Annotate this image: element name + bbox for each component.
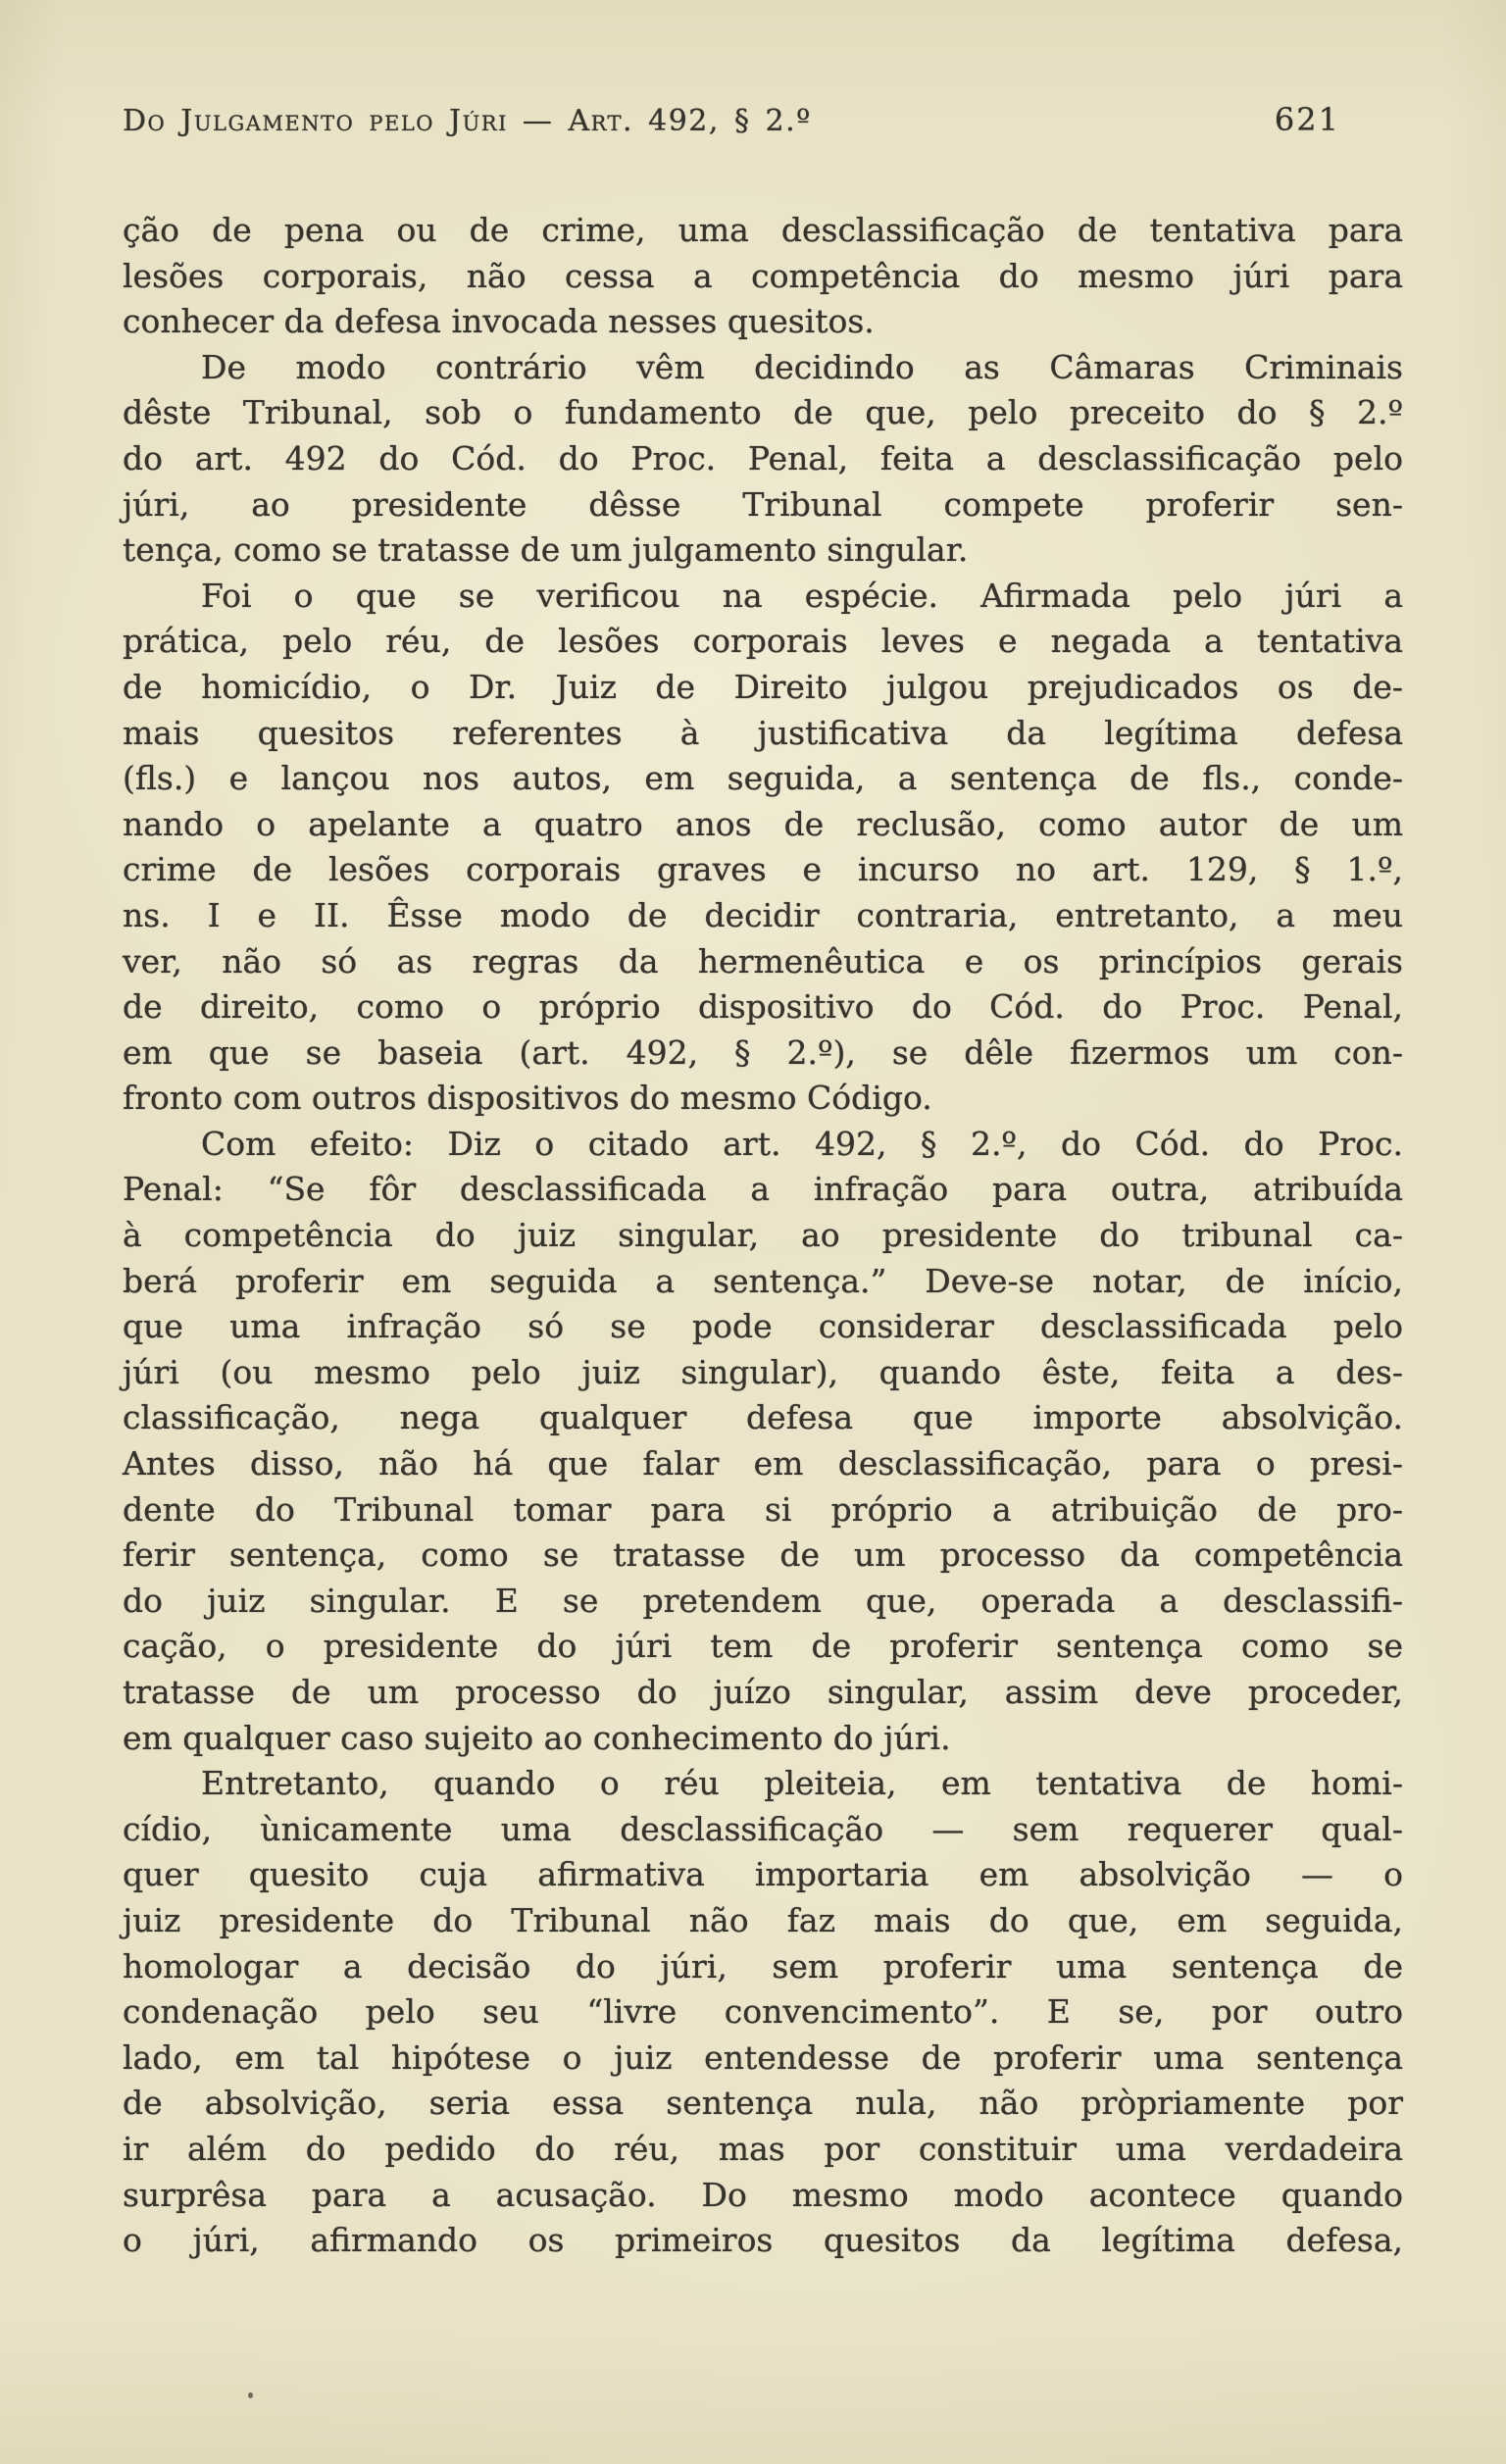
text-line: em qualquer caso sujeito ao conhecimento do júri. bbox=[123, 1718, 951, 1757]
text-line: Foi o que se verificou na espécie. Afirmada pelo júri a bbox=[201, 576, 1403, 615]
text-line: de absolvição, seria essa sentença nula, não pròpriamente por bbox=[123, 2084, 1403, 2123]
text-line: dêste Tribunal, sob o fundamento de que, pelo preceito do § 2.º bbox=[123, 393, 1403, 432]
ink-speck bbox=[248, 2392, 253, 2398]
text-line: homologar a decisão do júri, sem proferir uma sentença de bbox=[123, 1946, 1403, 1986]
text-line: classificação, nega qualquer defesa que importe absolvição. bbox=[123, 1398, 1403, 1437]
text-line: berá proferir em seguida a sentença.” Deve-se notar, de início, bbox=[123, 1261, 1403, 1300]
text-line: tença, como se tratasse de um julgamento singular. bbox=[123, 530, 969, 570]
text-line: do art. 492 do Cód. do Proc. Penal, feita a desclassificação pelo bbox=[123, 438, 1403, 478]
text-line: ver, não só as regras da hermenêutica e os princípios gerais bbox=[123, 941, 1403, 981]
text-line: o júri, afirmando os primeiros quesitos da legítima defesa, bbox=[123, 2221, 1403, 2260]
text-line: Com efeito: Diz o citado art. 492, § 2.º, do Cód. do Proc. bbox=[201, 1124, 1403, 1163]
text-line: (fls.) e lançou nos autos, em seguida, a sentença de fls., conde- bbox=[123, 759, 1403, 798]
text-line: lesões corporais, não cessa a competência do mesmo júri para bbox=[123, 256, 1403, 295]
text-line: lado, em tal hipótese o juiz entendesse de proferir uma sentença bbox=[123, 2037, 1403, 2077]
text-line: tratasse de um processo do juízo singular, assim deve proceder, bbox=[123, 1673, 1403, 1711]
text-line: Antes disso, não há que falar em desclassificação, para o presi- bbox=[123, 1444, 1403, 1483]
text-line: fronto com outros dispositivos do mesmo Código. bbox=[123, 1079, 932, 1118]
text-line: mais quesitos referentes à justificativa da legítima defesa bbox=[123, 713, 1403, 752]
text-line: ção de pena ou de crime, uma desclassificação de tentativa para bbox=[123, 211, 1403, 249]
text-line: ferir sentença, como se tratasse de um processo da competência bbox=[123, 1535, 1403, 1575]
text-line: Penal: “Se fôr desclassificada a infração para outra, atribuída bbox=[123, 1170, 1403, 1209]
text-line: prática, pelo réu, de lesões corporais leves e negada a tentativa bbox=[123, 622, 1403, 661]
text-line: cídio, ùnicamente uma desclassificação — sem requerer qual- bbox=[123, 1809, 1403, 1848]
text-line: de homicídio, o Dr. Juiz de Direito julgou prejudicados os de- bbox=[123, 667, 1403, 706]
text-line: conhecer da defesa invocada nesses quesitos. bbox=[123, 302, 875, 341]
text-line: em que se baseia (art. 492, § 2.º), se dêle fizermos um con- bbox=[123, 1032, 1403, 1072]
body-text bbox=[123, 208, 1403, 2264]
text-line: De modo contrário vêm decidindo as Câmaras Criminais bbox=[201, 347, 1403, 386]
text-line: do juiz singular. E se pretendem que, operada a desclassifi- bbox=[123, 1581, 1403, 1620]
text-line: à competência do juiz singular, ao presidente do tribunal ca- bbox=[123, 1216, 1403, 1255]
text-line: crime de lesões corporais graves e incurso no art. 129, § 1.º, bbox=[123, 850, 1403, 889]
running-title: Do Julgamento pelo Júri — Art. 492, § 2.º bbox=[123, 104, 812, 138]
text-line: Entretanto, quando o réu pleiteia, em tentativa de homi- bbox=[201, 1764, 1403, 1803]
text-line: surprêsa para a acusação. Do mesmo modo acontece quando bbox=[123, 2175, 1403, 2214]
text-line: ns. I e II. Êsse modo de decidir contraria, entretanto, a meu bbox=[123, 895, 1403, 934]
text-line: juiz presidente do Tribunal não faz mais do que, em seguida, bbox=[123, 1900, 1403, 1939]
text-line: que uma infração só se pode considerar desclassificada pelo bbox=[123, 1307, 1403, 1346]
text-line: condenação pelo seu “livre convencimento”. E se, por outro bbox=[123, 1992, 1403, 2032]
text-line: júri (ou mesmo pelo juiz singular), quando êste, feita a des- bbox=[123, 1352, 1403, 1391]
text-line: ir além do pedido do réu, mas por constituir uma verdadeira bbox=[123, 2129, 1403, 2168]
page-header bbox=[123, 101, 1403, 138]
text-line: quer quesito cuja afirmativa importaria em absolvição — o bbox=[123, 1855, 1403, 1894]
text-line: nando o apelante a quatro anos de reclusão, como autor de um bbox=[123, 804, 1403, 843]
text-line: cação, o presidente do júri tem de proferir sentença como se bbox=[123, 1627, 1403, 1666]
text-line: de direito, como o próprio dispositivo do Cód. do Proc. Penal, bbox=[123, 987, 1403, 1027]
page-number: 621 bbox=[1274, 101, 1340, 138]
text-line: júri, ao presidente dêsse Tribunal compete proferir sen- bbox=[123, 484, 1403, 524]
text-line: dente do Tribunal tomar para si próprio a atribuição de pro- bbox=[123, 1489, 1403, 1529]
